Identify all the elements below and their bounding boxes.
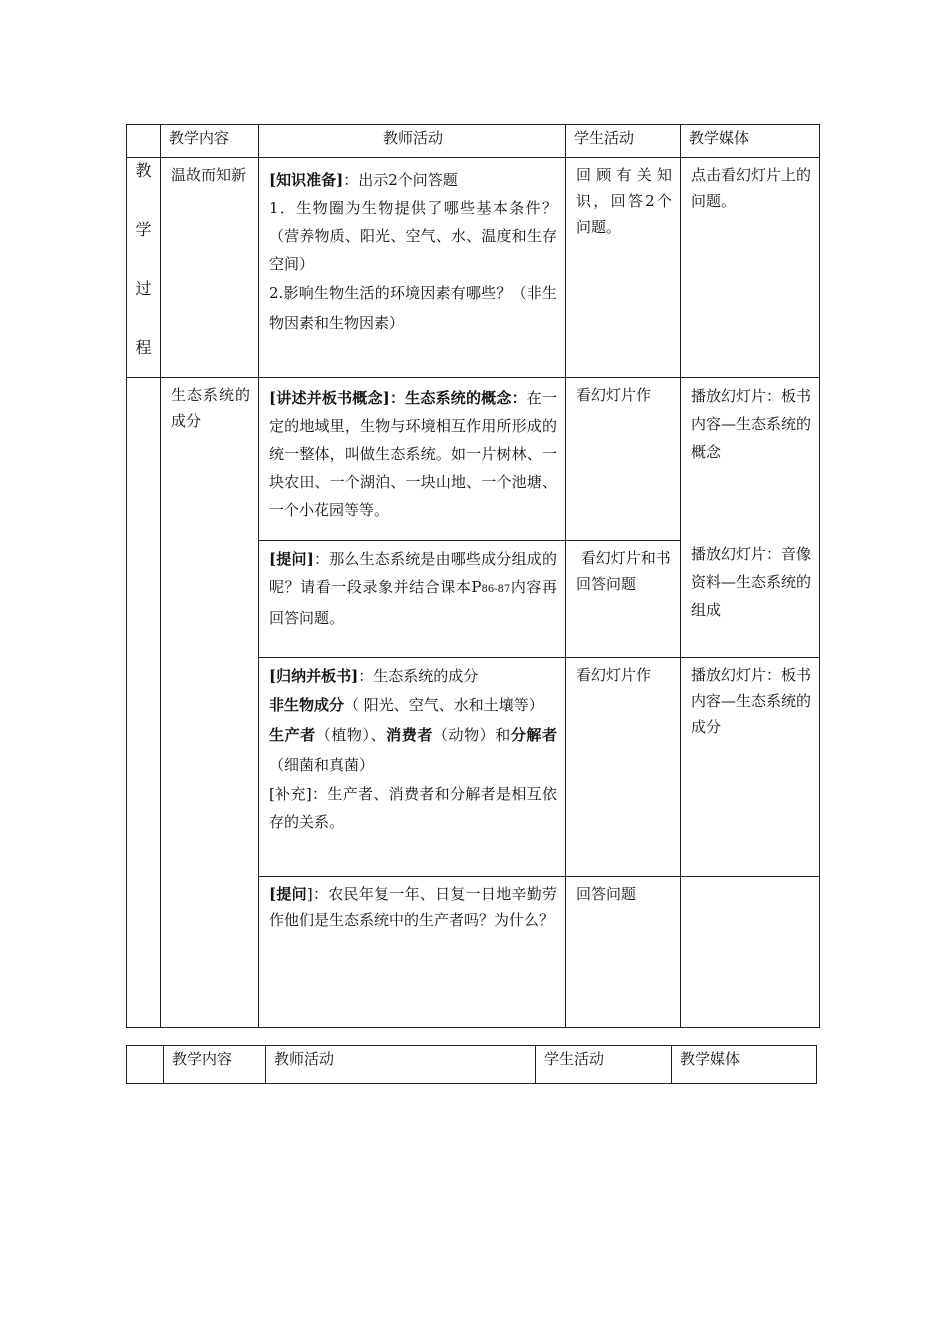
header-content: 教学内容 [161, 125, 259, 158]
question-2: 2.影响生物生活的环境因素有哪些？（非生物因素和生物因素） [269, 284, 557, 332]
teacher-cell [259, 158, 566, 378]
side-char: 过 [135, 278, 152, 298]
media-cell: 点击看幻灯片上的问题。 [681, 158, 820, 378]
media-cell: 播放幻灯片：音像资料—生态系统的组成 [691, 545, 812, 619]
bio-line: 生产者（植物）、消费者（动物）和分解者（细菌和真菌） [269, 726, 557, 774]
header-row [127, 1046, 817, 1084]
question-1: 1．生物圈为生物提供了哪些基本条件？（营养物质、阳光、空气、水、温度和生存空间） [269, 199, 557, 273]
content-cell: 温故而知新 [161, 158, 259, 378]
teacher-intro: [知识准备]：出示2个问答题 [269, 171, 458, 189]
supplement-line: [补充]：生产者、消费者和分解者是相互依存的关系。 [269, 785, 557, 831]
student-cell: 回顾有关知识，回答2个问题。 [566, 158, 681, 378]
media-cell: 播放幻灯片：板书内容—生态系统的概念 [691, 387, 812, 461]
student-cell: 看幻灯片和书回答问题 [566, 541, 681, 658]
header-media: 教学媒体 [672, 1046, 817, 1084]
side-char: 学 [135, 219, 152, 239]
side-char: 教 [135, 160, 152, 180]
nonbio-line: 非生物成分（ 阳光、空气、水和土壤等） [269, 696, 544, 714]
teacher-cell: [提问]：那么生态系统是由哪些成分组成的呢？请看一段录象并结合课本P86-87内容再回答问题。 [259, 541, 566, 658]
teacher-cell: [讲述并板书概念]：生态系统的概念：在一定的地域里，生物与环境相互作用所形成的统一整体，叫做生态系统。如一片树林、一块农田、一个湖泊、一块山地、一个池塘、一个小花园等等。 [259, 378, 566, 541]
teacher-cell: [提问]：农民年复一年、日复一日地辛勤劳作他们是生态系统中的生产者吗？为什么？ [259, 877, 566, 1028]
header-corner [127, 1046, 164, 1084]
header-student: 学生活动 [536, 1046, 672, 1084]
student-cell: 看幻灯片作 [566, 658, 681, 877]
header-media: 教学媒体 [681, 125, 820, 158]
header-content: 教学内容 [164, 1046, 266, 1084]
header-row [127, 125, 820, 158]
teacher-cell [259, 658, 566, 877]
side-label [127, 158, 161, 378]
side-blank [127, 378, 161, 1028]
header-teacher: 教师活动 [266, 1046, 536, 1084]
header-teacher: 教师活动 [259, 125, 566, 158]
table-row [127, 158, 820, 378]
table-row [127, 378, 820, 541]
media-cell: 播放幻灯片：板书内容—生态系统的成分 [681, 658, 820, 877]
media-cell [681, 877, 820, 1028]
student-cell: 看幻灯片作 [566, 378, 681, 541]
student-cell: 回答问题 [566, 877, 681, 1028]
media-stack [681, 378, 820, 658]
side-char: 程 [135, 337, 152, 357]
lesson-plan-table-2 [126, 1045, 817, 1084]
header-student: 学生活动 [566, 125, 681, 158]
content-cell: 生态系统的成分 [161, 378, 259, 1028]
summary-intro: [归纳并板书]：生态系统的成分 [269, 667, 479, 685]
lesson-plan-table [126, 124, 820, 1028]
